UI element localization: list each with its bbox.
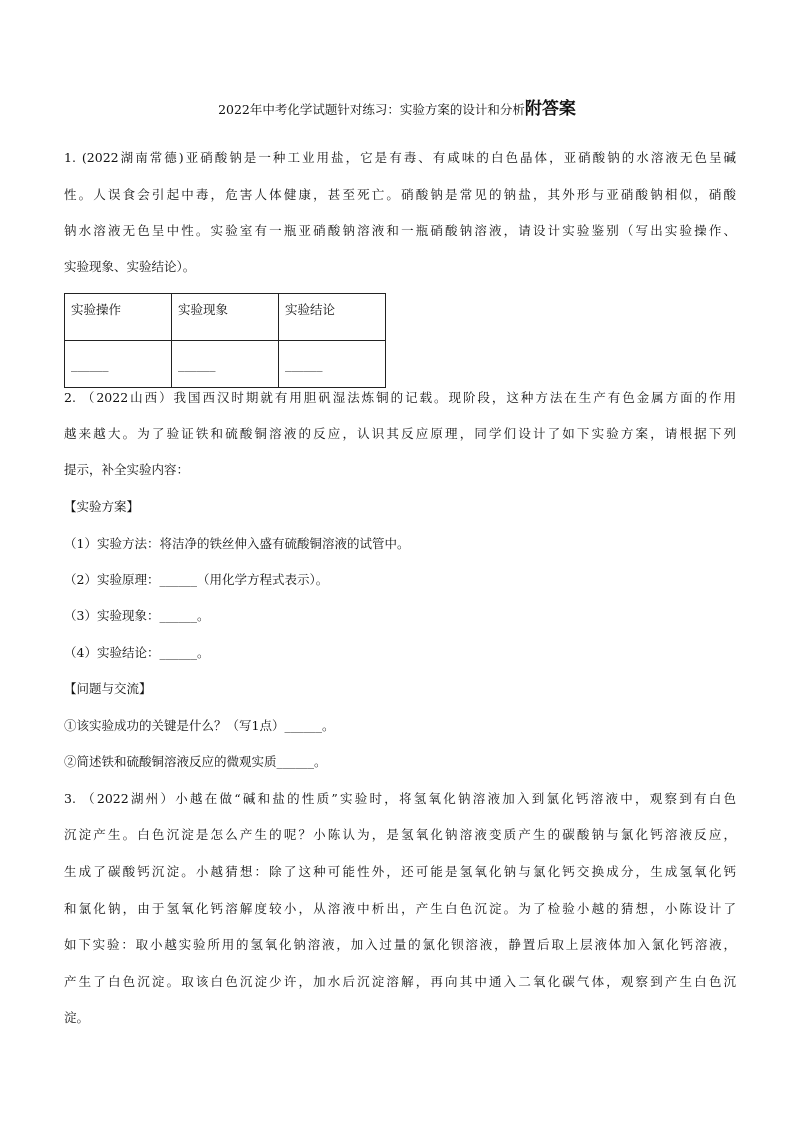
table-header-cell: 实验结论 (279, 294, 386, 341)
q3-line-2: 沉淀产生。白色沉淀是怎么产生的呢？小陈认为，是氢氧化钠溶液变质产生的碳酸钠与氯化钙溶液反应， (64, 827, 736, 842)
q2-section-discussion: 【问题与交流】 (64, 681, 152, 696)
table-blank-cell[interactable]: ______ (172, 341, 279, 388)
experiment-table (64, 293, 386, 388)
q2-item-1: （1）实验方法：将洁净的铁丝伸入盛有硫酸铜溶液的试管中。 (64, 536, 410, 551)
q3-line-7: 淀。 (64, 1010, 90, 1025)
q2-item-2: （2）实验原理：______（用化学方程式表示）。 (64, 572, 329, 587)
q2-section-scheme: 【实验方案】 (64, 499, 140, 514)
q2-line-2: 越来越大。为了验证铁和硫酸铜溶液的反应，认识其反应原理，同学们设计了如下实验方案，请根据下列 (64, 426, 736, 441)
table-header-cell: 实验现象 (172, 294, 279, 341)
q3-line-3: 生成了碳酸钙沉淀。小越猜想：除了这种可能性外，还可能是氢氧化钠与氯化钙交换成分，生成氢氧化钙 (64, 864, 736, 879)
title-suffix: 附答案 (524, 99, 576, 119)
q3-line-6: 产生了白色沉淀。取该白色沉淀少许，加水后沉淀溶解，再向其中通入二氧化碳气体，观察到产生白色沉 (64, 974, 736, 989)
title-main: 2022年中考化学试题针对练习：实验方案的设计和分析 (218, 102, 525, 117)
table-header-cell: 实验操作 (65, 294, 172, 341)
q2-question-1: ①该实验成功的关键是什么？（写1点）______。 (64, 718, 335, 733)
q2-item-4: （4）实验结论：______。 (64, 645, 210, 660)
table-blank-cell[interactable]: ______ (279, 341, 386, 388)
q3-line-4: 和氯化钠，由于氢氧化钙溶解度较小，从溶液中析出，产生白色沉淀。为了检验小越的猜想，小陈设计了 (64, 901, 736, 916)
q1-line-2: 性。人误食会引起中毒，危害人体健康，甚至死亡。硝酸钠是常见的钠盐，其外形与亚硝酸钠相似，硝酸 (64, 187, 736, 202)
table-row (65, 341, 386, 388)
q2-line-3: 提示，补全实验内容： (64, 462, 190, 477)
q2-line-1: 2. （2022山西）我国西汉时期就有用胆矾湿法炼铜的记载。现阶段，这种方法在生产有色金属方面的作用 (64, 390, 736, 405)
q3-line-5: 如下实验：取小越实验所用的氢氧化钠溶液，加入过量的氯化钡溶液，静置后取上层液体加入氯化钙溶液， (64, 937, 736, 952)
table-blank-cell[interactable]: ______ (65, 341, 172, 388)
q2-item-3: （3）实验现象：______。 (64, 608, 210, 623)
page-title (0, 96, 794, 123)
q1-line-3: 钠水溶液无色呈中性。实验室有一瓶亚硝酸钠溶液和一瓶硝酸钠溶液，请设计实验鉴别（写出实验操作、 (64, 223, 736, 238)
table-header-row (65, 294, 386, 341)
q1-line-4: 实验现象、实验结论）。 (64, 259, 196, 274)
q3-line-1: 3. （2022湖州）小越在做“碱和盐的性质”实验时，将氢氧化钠溶液加入到氯化钙溶液中，观察到有白色 (64, 791, 736, 806)
q1-line-1: 1. (2022湖南常德)亚硝酸钠是一种工业用盐，它是有毒、有咸味的白色晶体，亚硝酸钠的水溶液无色呈碱 (64, 150, 736, 165)
q2-question-2: ②简述铁和硫酸铜溶液反应的微观实质______。 (64, 754, 327, 769)
